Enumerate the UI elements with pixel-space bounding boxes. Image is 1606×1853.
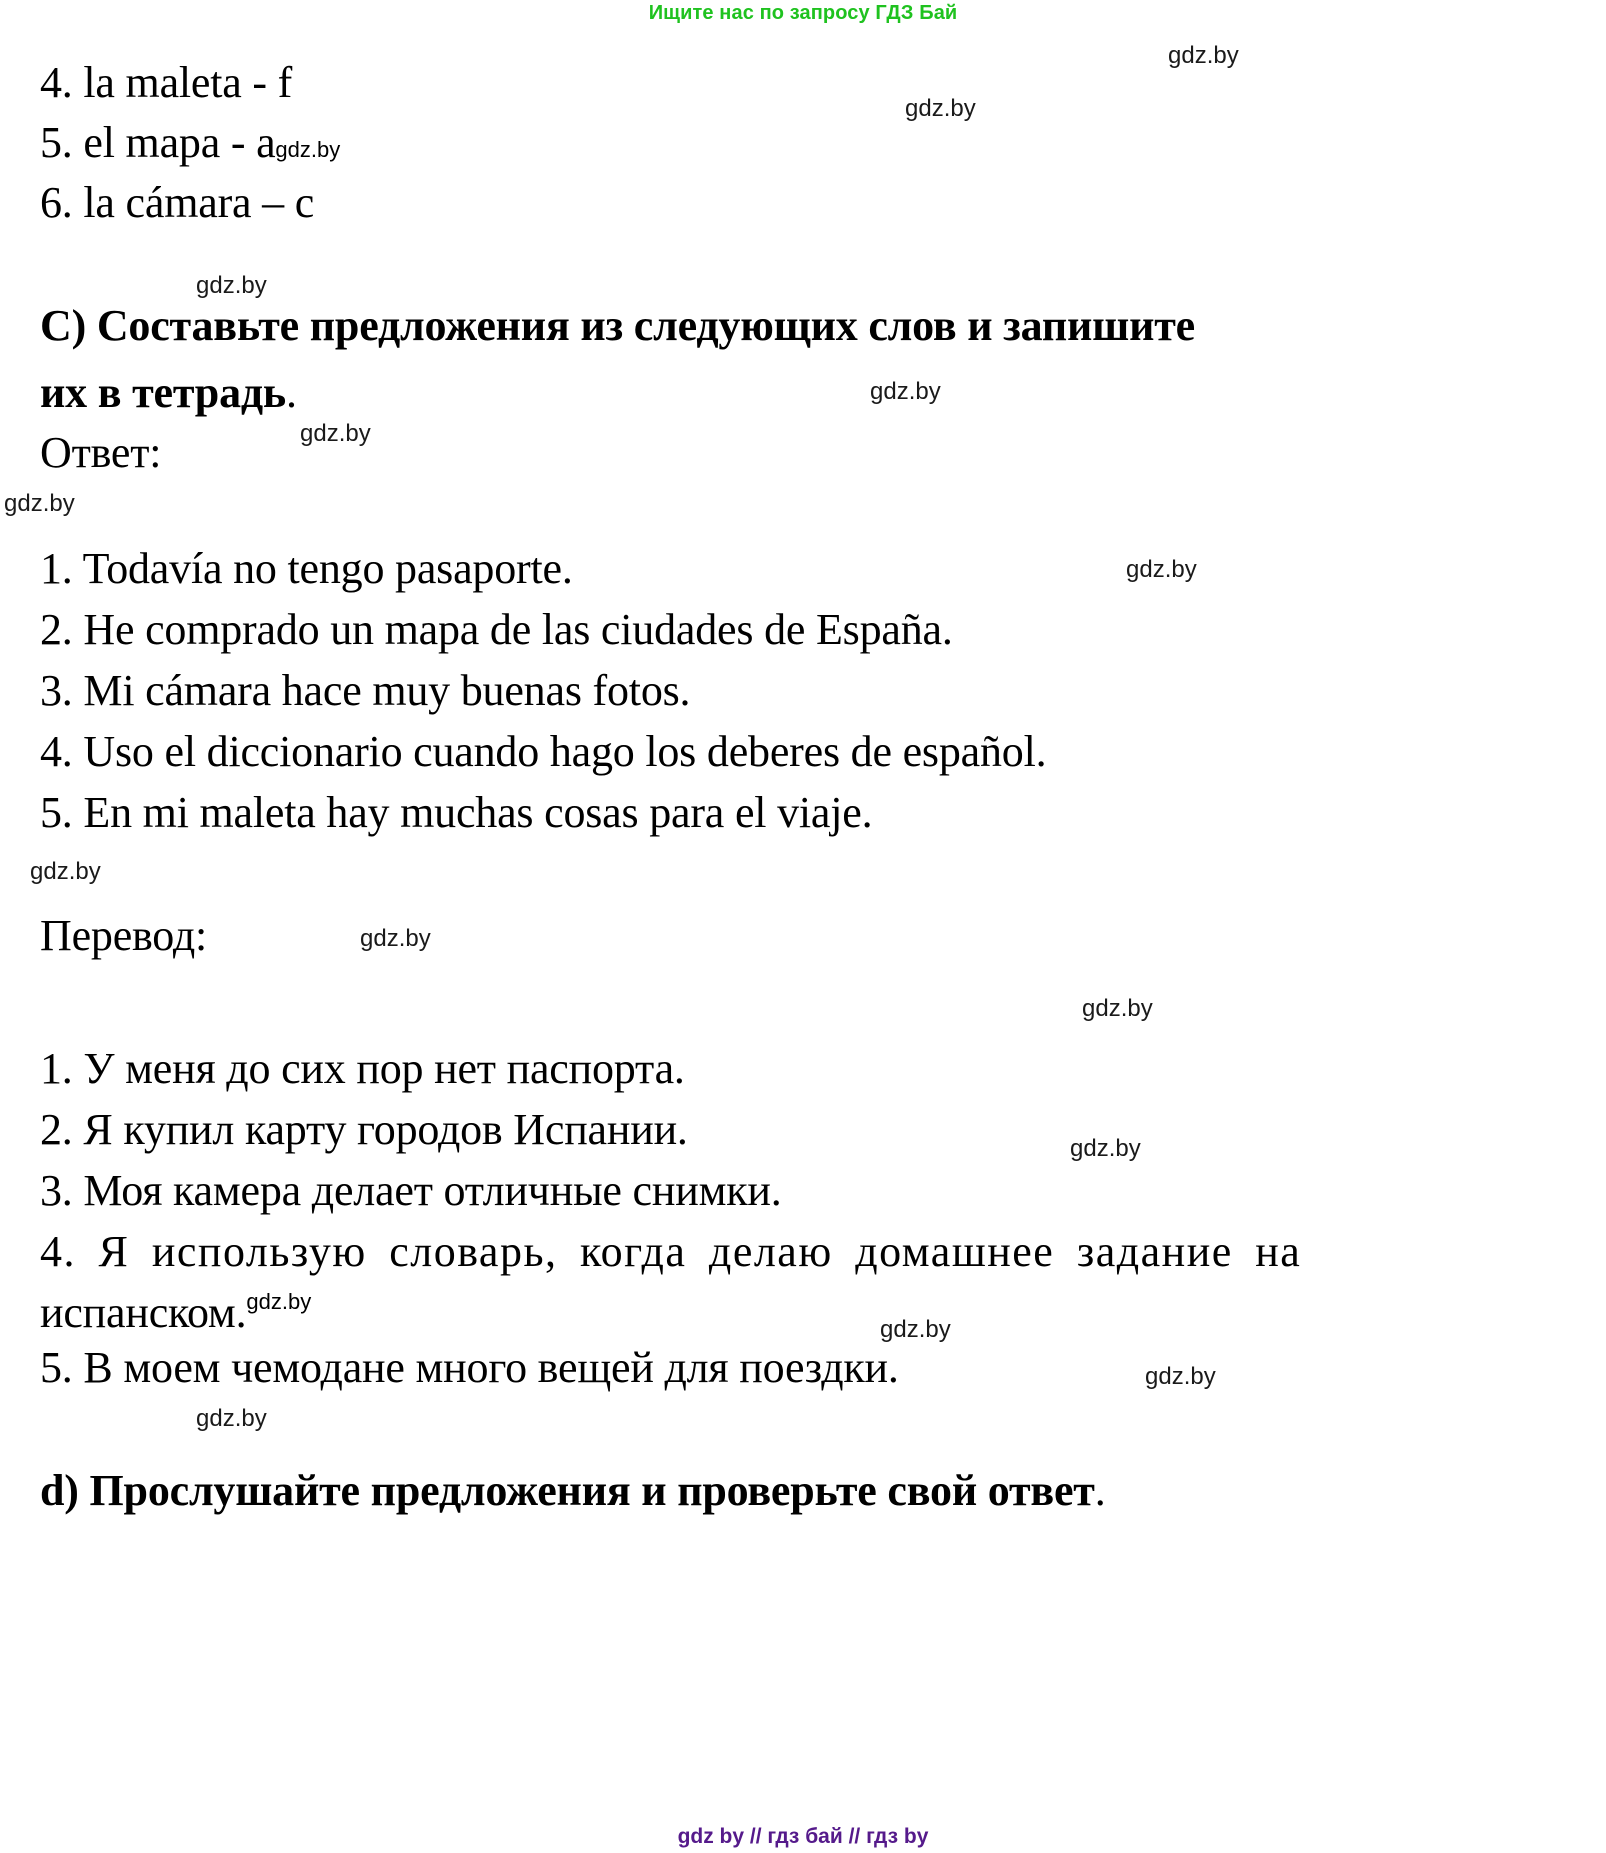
watermark: gdz.by <box>275 137 341 162</box>
watermark: gdz.by <box>246 1289 312 1314</box>
spanish-sentence-1: 1. Todavía no tengo pasaporte. <box>40 544 573 593</box>
watermark: gdz.by <box>1082 995 1153 1022</box>
task-d-heading-text: d) Прослушайте предложения и проверьте свой ответ <box>40 1466 1095 1515</box>
spanish-sentence-2: 2. He comprado un mapa de las ciudades de España. <box>40 605 953 654</box>
watermark: gdz.by <box>30 858 101 885</box>
spanish-sentence-3: 3. Mi cámara hace muy buenas fotos. <box>40 666 691 715</box>
task-c-heading-text: их в тетрадь <box>40 368 287 417</box>
answer-label: Ответ: <box>40 428 162 477</box>
spanish-sentence-4: 4. Uso el diccionario cuando hago los deberes de español. <box>40 727 1047 776</box>
russian-translation-1: 1. У меня до сих пор нет паспорта. <box>40 1044 685 1093</box>
russian-translation-3: 3. Моя камера делает отличные снимки. <box>40 1166 782 1215</box>
task-d-heading-period: . <box>1094 1466 1106 1515</box>
translation-label: Перевод: <box>40 911 208 960</box>
watermark: gdz.by <box>4 490 75 517</box>
matching-answer-line-5 <box>40 120 340 166</box>
watermark: gdz.by <box>300 420 371 447</box>
task-c-heading-line-2 <box>40 370 297 416</box>
watermark: gdz.by <box>1168 42 1239 69</box>
matching-answer-text-5: 5. el mapa - a <box>40 118 276 167</box>
watermark: gdz.by <box>196 1405 267 1432</box>
task-c-heading-line-1: C) Составьте предложения из следующих слов и запишите <box>40 301 1196 350</box>
matching-answer-line-6: 6. la cámara – c <box>40 178 315 227</box>
task-c-heading-period: . <box>286 368 297 417</box>
russian-translation-4-line-2 <box>40 1290 311 1336</box>
russian-translation-2: 2. Я купил карту городов Испании. <box>40 1105 688 1154</box>
footer-promo-banner: gdz by // гдз бай // гдз by <box>677 1825 929 1848</box>
watermark: gdz.by <box>1145 1363 1216 1390</box>
watermark: gdz.by <box>880 1316 951 1343</box>
watermark: gdz.by <box>196 272 267 299</box>
russian-translation-4-tail: испанском. <box>40 1288 247 1337</box>
watermark: gdz.by <box>1126 556 1197 583</box>
watermark: gdz.by <box>360 925 431 952</box>
top-promo-banner: Ищите нас по запросу ГДЗ Бай <box>648 2 958 24</box>
spanish-sentence-5: 5. En mi maleta hay muchas cosas para el viaje. <box>40 788 873 837</box>
watermark: gdz.by <box>870 378 941 405</box>
russian-translation-5: 5. В моем чемодане много вещей для поездки. <box>40 1343 899 1392</box>
matching-answer-line-4: 4. la maleta - f <box>40 58 293 107</box>
watermark: gdz.by <box>1070 1135 1141 1162</box>
watermark: gdz.by <box>905 95 976 122</box>
task-d-heading <box>40 1468 1106 1514</box>
russian-translation-4-line-1: 4. Я использую словарь, когда делаю домашнее задание на <box>40 1227 1302 1276</box>
